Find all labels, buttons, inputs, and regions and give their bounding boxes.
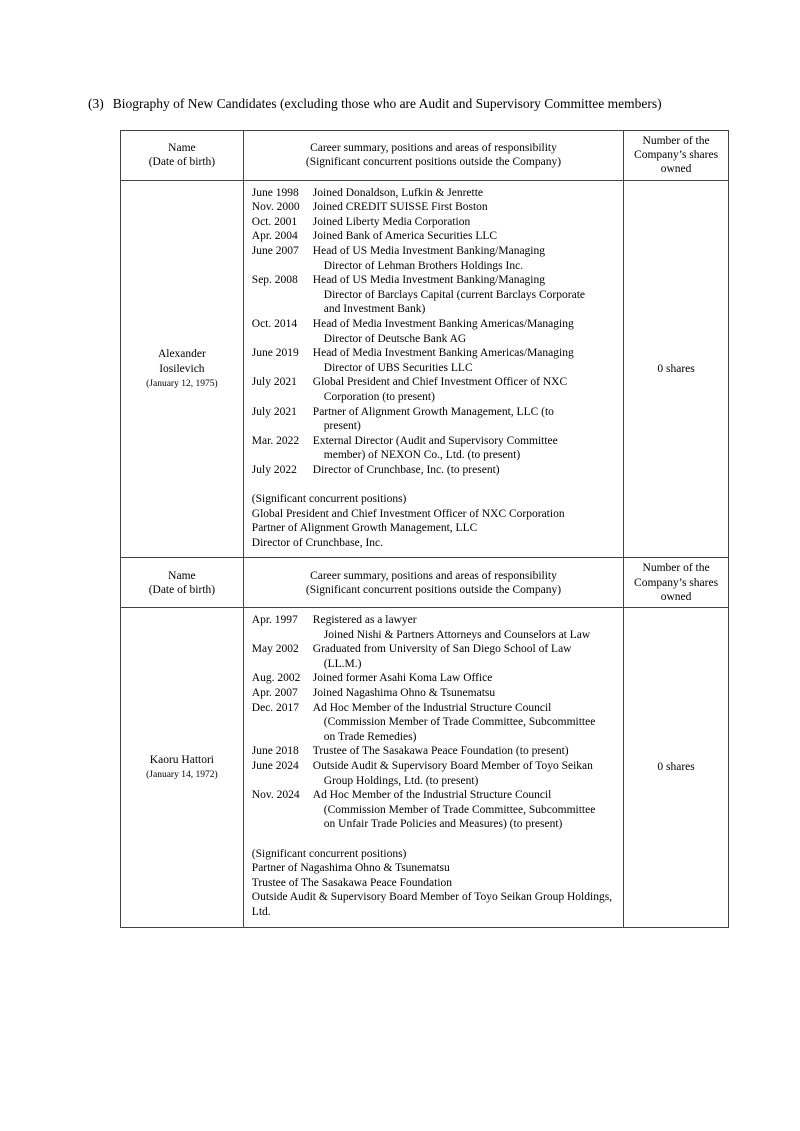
header-name-cell (121, 131, 244, 180)
concurrent-position-item: Partner of Nagashima Ohno & Tsunematsu (251, 862, 450, 875)
career-entry-date: Mar. 2022 (251, 434, 300, 447)
career-entry: Dec. 2017 Ad Hoc Member of the Industrial Structure Council (251, 701, 552, 714)
career-entry-date: Aug. 2002 (251, 672, 301, 685)
career-entry-continuation: Director of Lehman Brothers Holdings Inc. (323, 259, 524, 272)
header-name-line1: Name (168, 569, 196, 582)
spacer (252, 832, 616, 847)
header-career-cell (244, 131, 624, 180)
page-title-number: (3) (88, 96, 104, 111)
candidate-career-cell (244, 181, 624, 558)
career-entry-continuation: Director of Barclays Capital (current Barclays Corporate (323, 288, 585, 301)
header-name-line2: (Date of birth) (148, 156, 216, 169)
career-entry-continuation: (LL.M.) (323, 657, 362, 670)
career-entry-continuation: Corporation (to present) (323, 390, 435, 403)
header-shares-cell (624, 131, 729, 180)
career-entry-continuation: Joined Nishi & Partners Attorneys and Counselors at Law (323, 628, 591, 641)
page-title (88, 96, 662, 112)
table-row (121, 608, 729, 927)
candidate-name-cell (121, 608, 244, 926)
candidate-dob: (January 14, 1972) (146, 769, 218, 780)
career-entry-date: July 2021 (251, 376, 297, 389)
candidate-dob: (January 12, 1975) (146, 378, 218, 389)
career-entry: June 2019 Head of Media Investment Banking Americas/Managing (251, 347, 574, 360)
career-entry-date: Sep. 2008 (251, 274, 298, 287)
career-entry-date: June 1998 (251, 186, 299, 199)
biography-table (120, 130, 729, 928)
table-row (121, 181, 729, 559)
career-entry-date: June 2019 (251, 347, 299, 360)
career-entry-continuation: (Commission Member of Trade Committee, Subcommittee (323, 803, 596, 816)
concurrent-positions-heading: (Significant concurrent positions) (251, 847, 407, 860)
career-entry-date: June 2024 (251, 760, 299, 772)
concurrent-position-item: Trustee of The Sasakawa Peace Foundation (251, 876, 453, 889)
career-entry-continuation: Director of UBS Securities LLC (323, 361, 473, 374)
concurrent-position-item: Outside Audit & Supervisory Board Member of Toyo Seikan Group Holdings, Ltd. (251, 891, 613, 918)
career-entry: July 2022 Director of Crunchbase, Inc. (to present) (251, 463, 500, 476)
career-entry: Mar. 2022 External Director (Audit and Supervisory Committee (251, 434, 558, 447)
candidate-name: Kaoru Hattori (149, 754, 214, 766)
candidate-name: Alexander Iosilevich (157, 348, 206, 376)
career-entry: Aug. 2002 Joined former Asahi Koma Law Office (251, 672, 493, 685)
career-entry-continuation: on Unfair Trade Policies and Measures) (to present) (323, 818, 563, 831)
career-entry: Apr. 2004 Joined Bank of America Securities LLC (251, 230, 498, 243)
career-entry: July 2021 Partner of Alignment Growth Management, LLC (to (251, 405, 554, 418)
career-entry-date: July 2021 (251, 405, 297, 418)
career-entry: Oct. 2014 Head of Media Investment Banking Americas/Managing (251, 317, 574, 330)
career-entry: June 2007 Head of US Media Investment Banking/Managing (251, 244, 545, 257)
header-shares-cell (624, 558, 729, 607)
career-entry-continuation: member) of NEXON Co., Ltd. (to present) (323, 449, 521, 462)
header-name-line1: Name (168, 142, 196, 155)
concurrent-position-item: Director of Crunchbase, Inc. (251, 536, 384, 549)
candidate-career-cell (244, 608, 624, 926)
table-header-row (121, 558, 729, 608)
candidate-shares-cell (624, 181, 729, 558)
career-entry: June 1998 Joined Donaldson, Lufkin & Jenrette (251, 186, 484, 199)
candidate-shares-cell (624, 608, 729, 926)
header-career-cell (244, 558, 624, 607)
career-entry-continuation: present) (323, 420, 361, 433)
concurrent-position-item: Partner of Alignment Growth Management, LLC (251, 522, 478, 535)
career-entry: July 2021 Global President and Chief Investment Officer of NXC (251, 376, 568, 389)
career-entry-date: May 2002 (251, 643, 299, 656)
candidate-shares: 0 shares (657, 363, 695, 376)
career-entry-date: Apr. 2007 (251, 687, 298, 700)
career-entry: Apr. 2007 Joined Nagashima Ohno & Tsunematsu (251, 687, 496, 700)
header-name-cell (121, 558, 244, 607)
career-entry-continuation: on Trade Remedies) (323, 730, 417, 743)
header-shares-label: Number of the Company’s shares owned (634, 562, 719, 603)
header-career-line2: (Significant concurrent positions outside the Company) (305, 583, 562, 596)
header-name-line2: (Date of birth) (148, 583, 216, 596)
header-career-line1: Career summary, positions and areas of responsibility (310, 569, 557, 582)
concurrent-positions-heading: (Significant concurrent positions) (251, 493, 407, 506)
career-entry: Sep. 2008 Head of US Media Investment Banking/Managing (251, 274, 545, 287)
career-entry-date: June 2018 (251, 745, 299, 758)
career-entry-date: Nov. 2024 (251, 789, 300, 802)
career-entry: Nov. 2024 Ad Hoc Member of the Industrial Structure Council (251, 789, 552, 802)
career-entry-date: Oct. 2014 (251, 317, 298, 330)
career-entry-date: Apr. 2004 (251, 230, 298, 243)
career-entry: Nov. 2000 Joined CREDIT SUISSE First Boston (251, 201, 488, 214)
candidate-name-cell (121, 181, 244, 558)
career-entry-date: Nov. 2000 (251, 201, 300, 214)
career-entry: June 2018 Trustee of The Sasakawa Peace Foundation (to present) (251, 745, 569, 758)
career-entry-continuation: Director of Deutsche Bank AG (323, 332, 467, 345)
career-entry-date: Apr. 1997 (251, 614, 298, 627)
header-career-line1: Career summary, positions and areas of responsibility (310, 142, 557, 155)
career-entry-continuation: Group Holdings, Ltd. (to present) (323, 774, 479, 787)
candidate-shares: 0 shares (657, 761, 695, 774)
table-header-row (121, 131, 729, 181)
career-entry: Apr. 1997 Registered as a lawyer (251, 614, 417, 627)
career-entry: Oct. 2001 Joined Liberty Media Corporation (251, 215, 471, 228)
career-entry-date: Oct. 2001 (251, 215, 298, 228)
spacer (252, 477, 616, 492)
career-entry-continuation: and Investment Bank) (323, 303, 426, 316)
career-entry-date: July 2022 (251, 463, 297, 476)
career-entry-date: Dec. 2017 (251, 701, 300, 714)
header-career-line2: (Significant concurrent positions outside the Company) (305, 156, 562, 169)
concurrent-position-item: Global President and Chief Investment Officer of NXC Corporation (251, 507, 565, 520)
career-entry-continuation: (Commission Member of Trade Committee, Subcommittee (323, 716, 596, 729)
header-shares-label: Number of the Company’s shares owned (634, 135, 719, 176)
career-entry-date: June 2007 (251, 244, 299, 257)
career-entry: June 2024 Outside Audit & Supervisory Board Member of Toyo Seikan (251, 760, 593, 772)
career-entry: May 2002 Graduated from University of San Diego School of Law (251, 643, 572, 656)
page-title-text: Biography of New Candidates (excluding those who are Audit and Supervisory Committee members) (112, 96, 662, 111)
